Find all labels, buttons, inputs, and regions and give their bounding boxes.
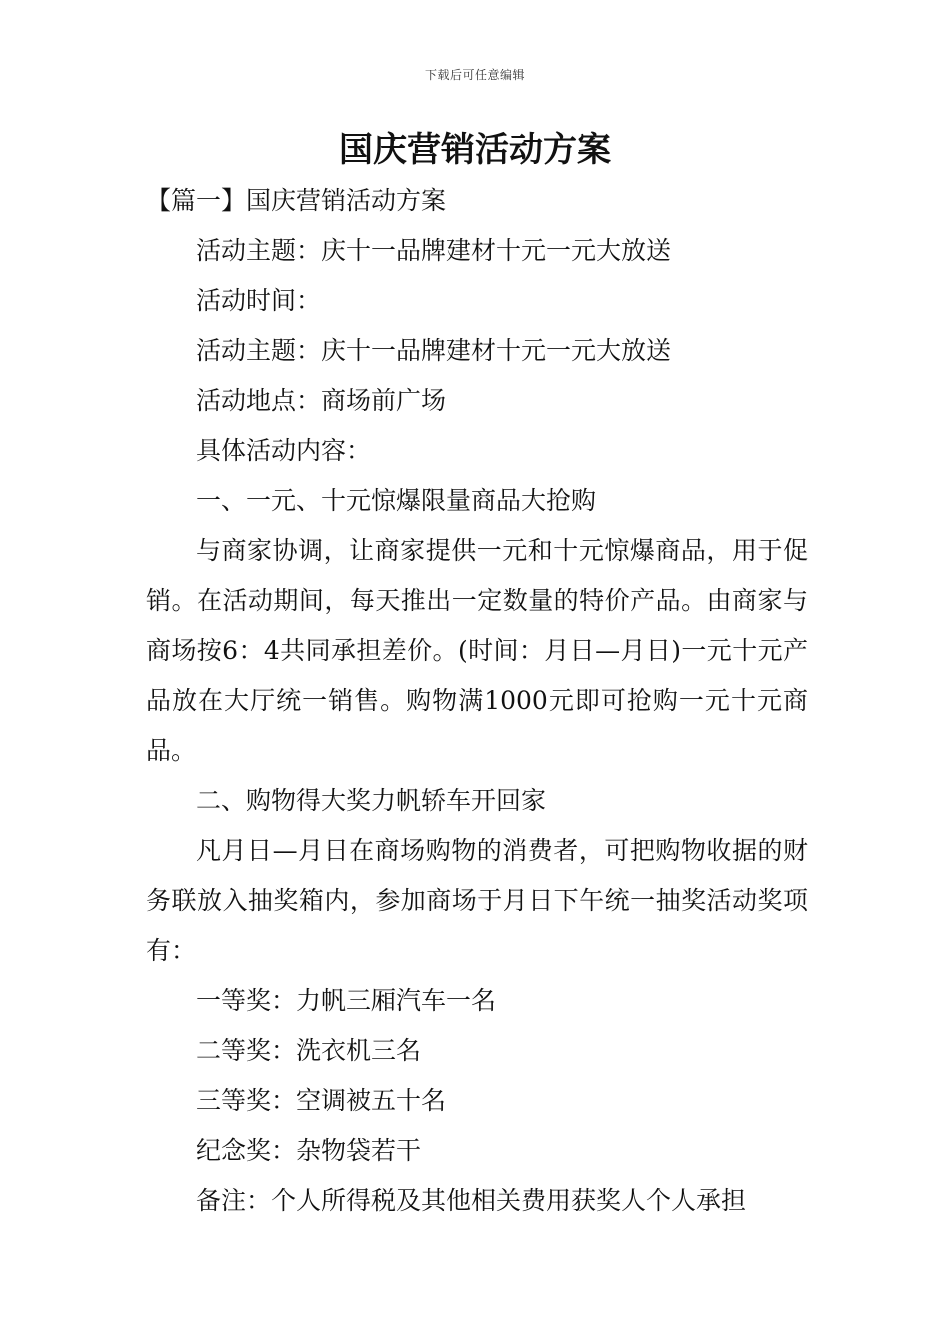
paragraph-remark: 备注：个人所得税及其他相关费用获奖人个人承担	[196, 1186, 747, 1215]
paragraph-theme: 活动主题：庆十一品牌建材十元一元大放送	[196, 236, 672, 265]
paragraph-time: 活动时间：	[196, 286, 322, 315]
paragraph-second-prize: 二等奖：洗衣机三名	[196, 1036, 422, 1065]
paragraph-content-heading: 具体活动内容：	[196, 436, 372, 465]
paragraph-first-prize: 一等奖：力帆三厢汽车一名	[196, 986, 497, 1015]
document-body	[146, 176, 808, 1226]
paragraph-location: 活动地点：商场前广场	[196, 386, 447, 415]
document-title: 国庆营销活动方案	[339, 130, 611, 170]
section-heading: 【篇一】国庆营销活动方案	[146, 186, 447, 215]
header-note: 下载后可任意编辑	[424, 68, 525, 82]
paragraph-souvenir-prize: 纪念奖：杂物袋若干	[196, 1136, 422, 1165]
paragraph-theme-repeat: 活动主题：庆十一品牌建材十元一元大放送	[196, 336, 672, 365]
paragraph-item-one-body: 与商家协调，让商家提供一元和十元惊爆商品，用于促销。在活动期间，每天推出一定数量的特价产品。由商家与商场按6：4共同承担差价。(时间：月日—月日)一元十元产品放在大厅统一销售。购物满1000元即可抢购一元十元商品。	[146, 536, 808, 765]
paragraph-item-two-body: 凡月日—月日在商场购物的消费者，可把购物收据的财务联放入抽奖箱内，参加商场于月日下午统一抽奖活动奖项有：	[146, 836, 808, 965]
paragraph-item-one: 一、一元、十元惊爆限量商品大抢购	[196, 486, 597, 515]
paragraph-item-two: 二、购物得大奖力帆轿车开回家	[196, 786, 547, 815]
paragraph-third-prize: 三等奖：空调被五十名	[196, 1086, 447, 1115]
